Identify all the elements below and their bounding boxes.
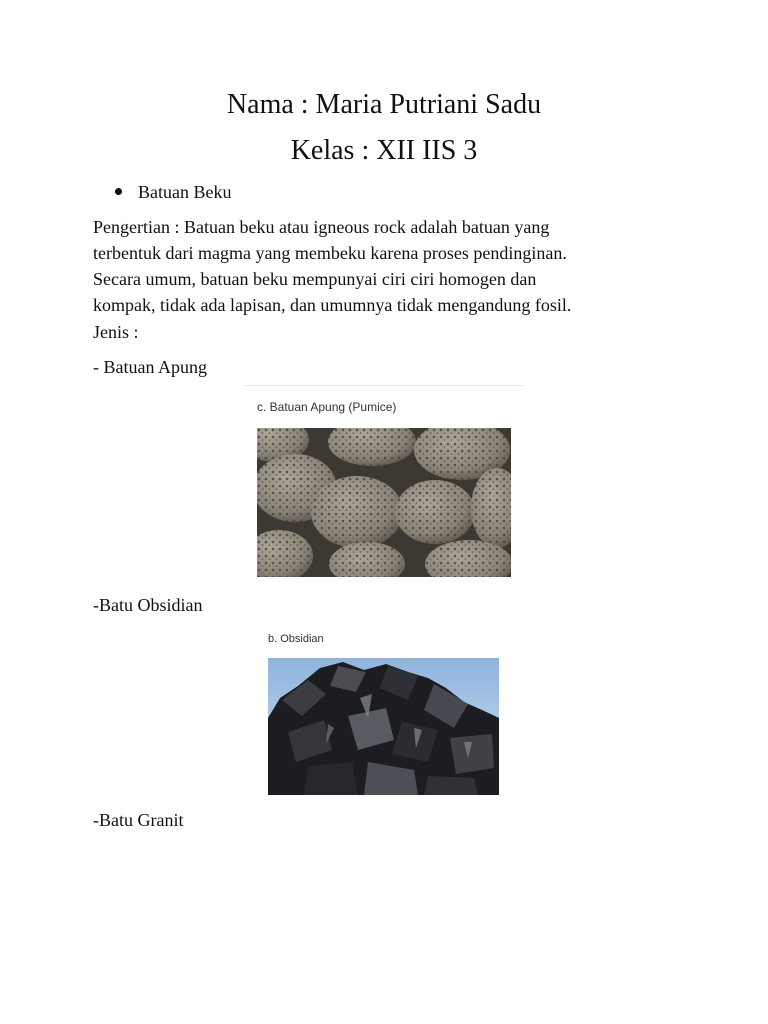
student-class: Kelas : XII IIS 3 xyxy=(290,135,478,166)
pumice-stones-photo-icon xyxy=(257,428,511,577)
pumice-figure-caption: c. Batuan Apung (Pumice) xyxy=(257,400,397,414)
bullet-dot-icon xyxy=(115,188,122,195)
pumice-figure xyxy=(244,386,523,580)
definition-line: terbentuk dari magma yang membeku karena proses pendinginan. xyxy=(93,243,567,263)
section-heading: Batuan Beku xyxy=(138,182,232,202)
definition-paragraph xyxy=(93,214,663,318)
type-label-granite: -Batu Granit xyxy=(93,810,184,830)
types-label: Jenis : xyxy=(93,322,139,342)
type-label-pumice: - Batuan Apung xyxy=(93,357,207,377)
student-name: Nama : Maria Putriani Sadu xyxy=(226,89,542,120)
type-label-obsidian: -Batu Obsidian xyxy=(93,595,203,615)
obsidian-figure xyxy=(262,626,506,798)
definition-line: Pengertian : Batuan beku atau igneous rock adalah batuan yang xyxy=(93,217,550,237)
obsidian-figure-caption: b. Obsidian xyxy=(268,633,324,645)
definition-line: kompak, tidak ada lapisan, dan umumnya tidak mengandung fosil. xyxy=(93,295,572,315)
definition-line: Secara umum, batuan beku mempunyai ciri ciri homogen dan xyxy=(93,269,537,289)
obsidian-rocks-photo-icon xyxy=(268,658,499,795)
